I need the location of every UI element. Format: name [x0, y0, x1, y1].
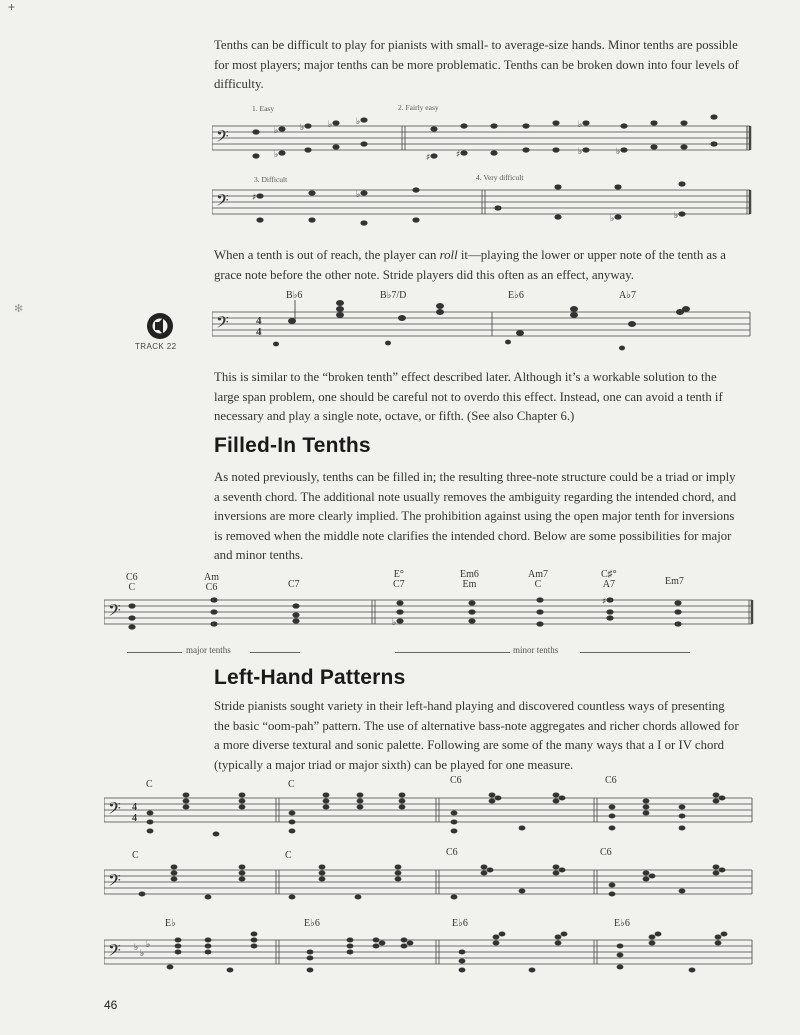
chord-symbol: E♭6 — [508, 290, 524, 301]
chord-symbol: B♭6 — [286, 290, 303, 301]
chord-symbol: C — [146, 779, 153, 790]
label-easy: 1. Easy — [252, 104, 275, 113]
staff-pattern-row-2 — [104, 862, 754, 912]
svg-text:♭: ♭ — [578, 120, 583, 130]
bass-clef-icon: 𝄢 — [216, 126, 229, 150]
chord-symbol: C — [285, 850, 292, 861]
roll-text-a: When a tenth is out of reach, the player can — [214, 248, 440, 262]
brace-line — [127, 652, 182, 653]
chord-symbol: C6 — [450, 775, 462, 786]
page-number: 46 — [104, 998, 118, 1012]
chord-symbol: E♭6 — [452, 918, 468, 929]
staff-filled-tenths — [104, 594, 754, 640]
bass-clef-icon: 𝄢 — [108, 870, 121, 894]
bass-clef-icon: 𝄢 — [108, 798, 121, 822]
chord-symbol-stack — [665, 577, 684, 587]
svg-text:♭: ♭ — [356, 190, 361, 200]
svg-text:♭: ♭ — [356, 117, 361, 127]
svg-text:4: 4 — [256, 315, 262, 327]
svg-text:♯: ♯ — [426, 153, 431, 163]
svg-text:♭: ♭ — [274, 126, 279, 136]
staff-tenths-difficult — [212, 180, 752, 232]
svg-text:♭: ♭ — [616, 147, 621, 157]
svg-text:♭: ♭ — [146, 940, 151, 950]
svg-text:♯: ♯ — [456, 150, 461, 160]
label-very-difficult: 4. Very difficult — [476, 173, 524, 182]
margin-mark: ✻ — [14, 303, 24, 315]
staff-rolled-tenths — [212, 300, 752, 362]
chord-top: C6 — [126, 572, 138, 583]
staff-pattern-row-3 — [104, 930, 754, 986]
chord-top: Em6 — [460, 569, 479, 580]
bass-clef-icon: 𝄢 — [108, 940, 121, 964]
svg-text:♯: ♯ — [602, 597, 607, 607]
chord-bottom: C — [534, 579, 542, 590]
intro-paragraph: Tenths can be difficult to play for pianists with small- to average-size hands. Minor tenths are possible for most players; major tenths can be more problematic. Tenths can be broken down into four levels of difficulty. — [214, 38, 739, 91]
chord-symbol-stack — [126, 573, 138, 593]
chord-symbol-stack — [528, 570, 548, 590]
label-fairly-easy: 2. Fairly easy — [398, 103, 439, 112]
svg-text:4: 4 — [132, 813, 137, 824]
chord-symbol: A♭7 — [619, 290, 636, 301]
chord-bottom: A7 — [602, 579, 615, 590]
svg-text:♭: ♭ — [134, 943, 139, 953]
svg-text:♭: ♭ — [610, 214, 615, 224]
filled-in-paragraph: As noted previously, tenths can be filled in; the resulting three-note structure could be a triad or imply a seventh chord. The additional note usually removes the ambiguity regarding the intended chord, and inversions are more clearly implied. The prohibition against using the open major tenth for inversions is removed when the middle note clarifies the intended chord. Below are some possibilities for major and minor tenths. — [214, 470, 737, 562]
chord-symbol-stack — [288, 580, 300, 590]
svg-text:4: 4 — [132, 802, 137, 813]
staff-pattern-row-1 — [104, 790, 754, 840]
roll-paragraph — [214, 246, 742, 285]
chord-top: C♯° — [601, 569, 617, 580]
svg-text:♭: ♭ — [140, 949, 145, 959]
chord-top: C7 — [288, 579, 300, 590]
roll-text-emphasis: roll — [439, 248, 458, 262]
svg-text:♭: ♭ — [674, 211, 679, 221]
chord-symbol-stack — [393, 570, 405, 590]
chord-symbol: E♭6 — [304, 918, 320, 929]
staff-tenths-easy — [212, 112, 752, 174]
broken-tenth-paragraph: This is similar to the “broken tenth” effect described later. Although it’s a workable solution to the large span problem, one should be careful not to overdo this effect. Instead, one can avoid a tenth if necessary and play a single note, octave, or fifth. (See also Chapter 6.) — [214, 370, 723, 423]
heading-left-hand-patterns: Left-Hand Patterns — [214, 666, 406, 689]
bass-clef-icon: 𝄢 — [108, 600, 121, 624]
track-label: TRACK 22 — [135, 342, 177, 351]
corner-mark: + — [8, 0, 16, 14]
chord-symbol-stack — [204, 573, 219, 593]
chord-symbol: E♭6 — [614, 918, 630, 929]
left-hand-paragraph: Stride pianists sought variety in their left-hand playing and discovered countless ways of presenting the basic “oom-pah” pattern. The use of alternative bass-note aggregates and richer chords allowed for a more diverse textural and sonic palette. Following are some of the many ways that a I or IV chord (typically a major triad or major sixth) can be played for one measure. — [214, 699, 739, 772]
chord-symbol: B♭7/D — [380, 290, 407, 301]
chord-bottom: Em — [462, 579, 477, 590]
chord-top: Am7 — [528, 569, 548, 580]
svg-text:♭: ♭ — [392, 618, 397, 628]
svg-text:♭: ♭ — [578, 147, 583, 157]
roll-text-b: it—playing the lower or upper note of the tenth as a grace note before the other note. Stride players did this often as an effect, anyway. — [214, 248, 726, 282]
audio-track-icon[interactable] — [146, 312, 174, 340]
chord-symbol: C — [288, 779, 295, 790]
chord-symbol: C6 — [600, 847, 612, 858]
chord-bottom: C7 — [393, 579, 405, 590]
chord-top: E° — [393, 569, 404, 580]
brace-label-major: major tenths — [186, 645, 231, 655]
chord-symbol: C6 — [605, 775, 617, 786]
svg-text:♭: ♭ — [300, 123, 305, 133]
brace-line — [250, 652, 300, 653]
heading-filled-in-tenths: Filled-In Tenths — [214, 434, 371, 457]
brace-line — [580, 652, 690, 653]
chord-symbol: E♭ — [165, 918, 176, 929]
brace-label-minor: minor tenths — [513, 645, 559, 655]
label-difficult: 3. Difficult — [254, 175, 288, 184]
chord-top: Em7 — [665, 576, 684, 587]
bass-clef-icon: 𝄢 — [216, 190, 229, 214]
chord-top: Am — [204, 572, 219, 583]
svg-text:4: 4 — [256, 326, 262, 338]
svg-text:♯: ♯ — [252, 193, 257, 203]
chord-symbol-stack — [460, 570, 479, 590]
svg-text:♭: ♭ — [274, 150, 279, 160]
bass-clef-icon: 𝄢 — [216, 312, 229, 336]
brace-line — [395, 652, 510, 653]
chord-bottom: C — [128, 582, 136, 593]
svg-text:♭: ♭ — [328, 120, 333, 130]
chord-bottom: C6 — [205, 582, 218, 593]
chord-symbol: C6 — [446, 847, 458, 858]
chord-symbol-stack — [601, 570, 617, 590]
chord-symbol: C — [132, 850, 139, 861]
